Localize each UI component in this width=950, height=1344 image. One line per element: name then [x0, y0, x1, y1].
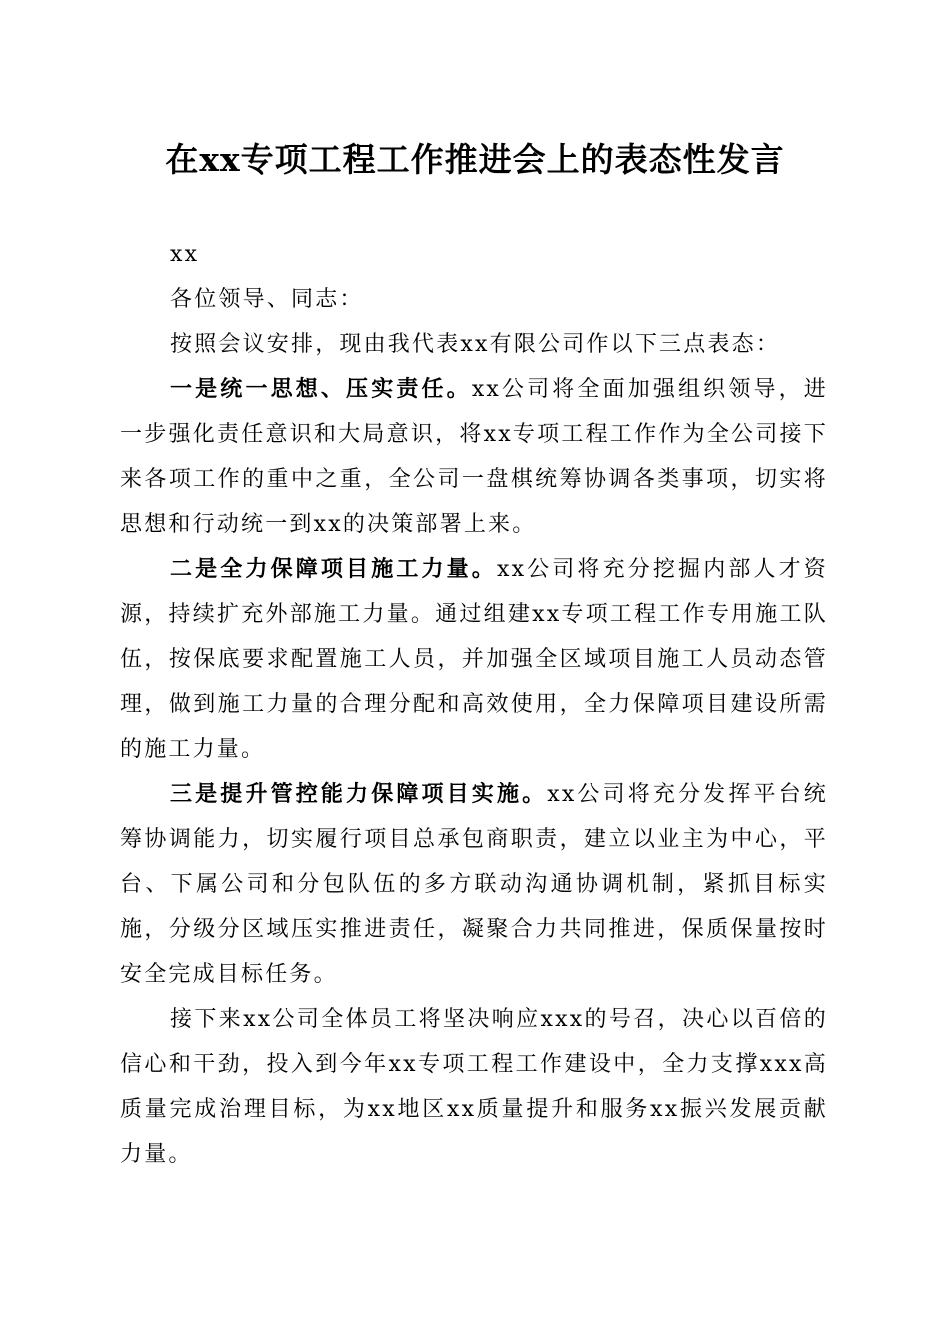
point-text-3: xx公司将充分发挥平台统筹协调能力，切实履行项目总承包商职责，建立以业主为中心，平台、下属公司和分包队伍的多方联动沟通协调机制，紧抓目标实施，分级分区域压实推进责任，凝聚合力共同推进，保质保量按时安全完成目标任务。: [120, 782, 828, 987]
point-lead-1: 一是统一思想、压实责任。: [170, 376, 472, 402]
point-paragraph-1: [120, 367, 828, 547]
document-body: [120, 232, 828, 1177]
intro-paragraph: 按照会议安排，现由我代表xx有限公司作以下三点表态：: [170, 332, 781, 357]
point-paragraph-3: [120, 772, 828, 997]
point-lead-3: 三是提升管控能力保障项目实施。: [170, 781, 548, 807]
point-text-1: xx公司将全面加强组织领导，进一步强化责任意识和大局意识，将xx专项工程工作作为全公司接下来各项工作的重中之重，全公司一盘棋统筹协调各类事项，切实将思想和行动统一到xx的决策部署上来。: [120, 377, 828, 537]
point-text-2: xx公司将充分挖掘内部人才资源，持续扩充外部施工力量。通过组建xx专项工程工作专用施工队伍，按保底要求配置施工人员，并加强全区域项目施工人员动态管理，做到施工力量的合理分配和高效使用，全力保障项目建设所需的施工力量。: [120, 557, 828, 762]
author-line: xx: [170, 242, 200, 267]
salutation: 各位领导、同志：: [170, 287, 364, 312]
document-title: 在xx专项工程工作推进会上的表态性发言: [165, 140, 785, 179]
point-paragraph-2: [120, 547, 828, 772]
point-lead-2: 二是全力保障项目施工力量。: [170, 556, 497, 582]
closing-paragraph: 接下来xx公司全体员工将坚决响应xxx的号召，决心以百倍的信心和干劲，投入到今年xx专项工程工作建设中，全力支撑xxx高质量完成治理目标，为xx地区xx质量提升和服务xx振兴发展贡献力量。: [120, 1007, 828, 1167]
